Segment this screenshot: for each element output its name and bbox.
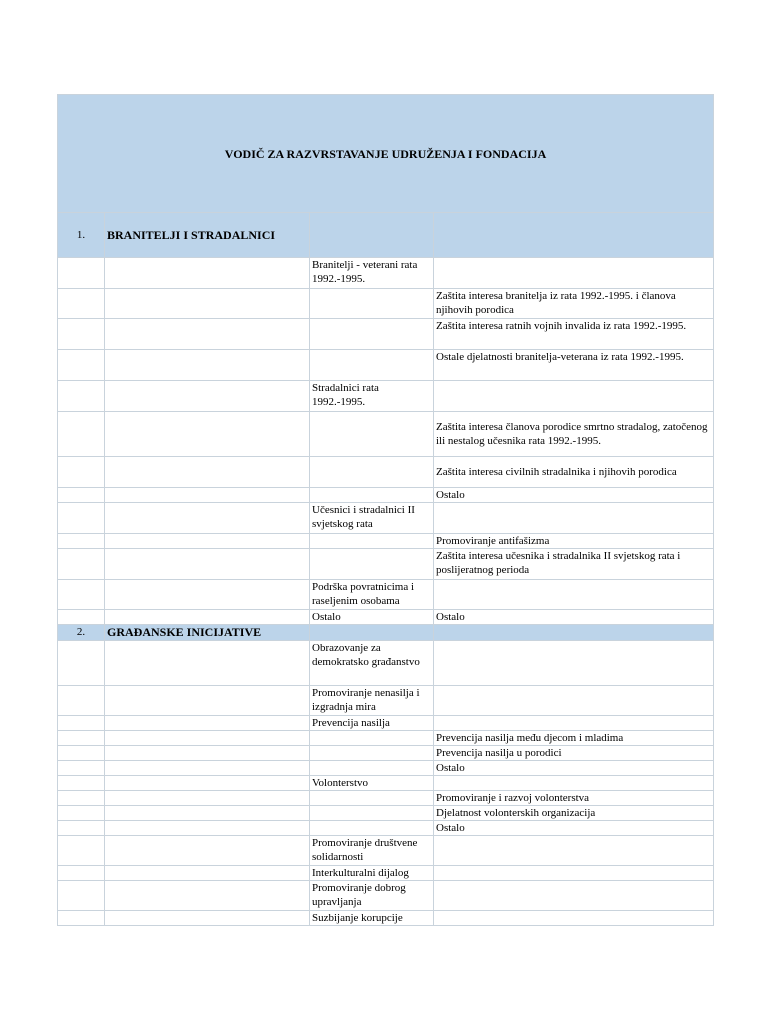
subcategory-cell (434, 776, 714, 791)
subcategory-cell: Djelatnost volonterskih organizacija (434, 806, 714, 821)
table-cell (105, 716, 310, 731)
category-cell (310, 746, 434, 761)
subcategory-cell: Promoviranje antifašizma (434, 534, 714, 549)
table-cell (58, 881, 105, 911)
table-row (58, 776, 714, 791)
table-cell (58, 776, 105, 791)
table-row (58, 534, 714, 549)
table-cell (105, 836, 310, 866)
category-cell: Učesnici i stradalnici II svjetskog rata (310, 503, 434, 534)
category-cell (310, 806, 434, 821)
table-row (58, 881, 714, 911)
table-row (58, 641, 714, 686)
table-cell (105, 549, 310, 580)
category-cell (310, 761, 434, 776)
subcategory-cell (434, 911, 714, 926)
table-cell (105, 457, 310, 488)
category-cell (310, 549, 434, 580)
table-row (58, 289, 714, 319)
table-row (58, 821, 714, 836)
table-cell (58, 836, 105, 866)
category-cell: Suzbijanje korupcije (310, 911, 434, 926)
category-cell: Promoviranje nenasilja i izgradnja mira (310, 686, 434, 716)
table-cell (58, 716, 105, 731)
subcategory-cell: Zaštita interesa ratnih vojnih invalida iz rata 1992.-1995. (434, 319, 714, 350)
table-cell (105, 350, 310, 381)
subcategory-cell: Ostalo (434, 610, 714, 625)
category-cell (310, 289, 434, 319)
category-cell (310, 412, 434, 457)
category-cell: Ostalo (310, 610, 434, 625)
table-cell (105, 866, 310, 881)
table-cell (58, 746, 105, 761)
subcategory-cell (434, 866, 714, 881)
document-title: VODIČ ZA RAZVRSTAVANJE UDRUŽENJA I FONDACIJA (58, 95, 714, 213)
table-cell (58, 534, 105, 549)
category-cell (310, 457, 434, 488)
subcategory-cell: Ostale djelatnosti branitelja-veterana iz rata 1992.-1995. (434, 350, 714, 381)
table-cell (105, 381, 310, 412)
category-cell (310, 319, 434, 350)
category-cell: Podrška povratnicima i raseljenim osobama (310, 580, 434, 610)
table-cell (58, 258, 105, 289)
table-cell (105, 503, 310, 534)
table-row (58, 686, 714, 716)
table-row (58, 610, 714, 625)
table-row (58, 866, 714, 881)
subcategory-cell (434, 580, 714, 610)
table-cell (58, 350, 105, 381)
table-cell (58, 319, 105, 350)
category-cell (310, 821, 434, 836)
table-cell (58, 381, 105, 412)
subcategory-cell (434, 686, 714, 716)
category-cell: Obrazovanje za demokratsko građanstvo (310, 641, 434, 686)
table-row (58, 761, 714, 776)
subcategory-cell: Ostalo (434, 761, 714, 776)
subcategory-cell: Prevencija nasilja među djecom i mladima (434, 731, 714, 746)
category-cell: Promoviranje društvene solidarnosti (310, 836, 434, 866)
table-cell (58, 641, 105, 686)
table-cell (58, 686, 105, 716)
table-cell (434, 213, 714, 258)
table-cell (58, 412, 105, 457)
classification-table (57, 94, 714, 926)
table-cell (310, 213, 434, 258)
subcategory-cell: Zaštita interesa civilnih stradalnika i njihovih porodica (434, 457, 714, 488)
table-cell (58, 503, 105, 534)
category-cell: Volonterstvo (310, 776, 434, 791)
subcategory-cell: Promoviranje i razvoj volonterstva (434, 791, 714, 806)
category-cell (310, 791, 434, 806)
category-cell (310, 488, 434, 503)
table-cell (105, 731, 310, 746)
table-cell (105, 580, 310, 610)
section-header-row (58, 625, 714, 641)
table-cell (58, 761, 105, 776)
category-cell: Stradalnici rata 1992.-1995. (310, 381, 434, 412)
subcategory-cell (434, 641, 714, 686)
category-cell: Promoviranje dobrog upravljanja (310, 881, 434, 911)
table-cell (105, 911, 310, 926)
table-cell (105, 881, 310, 911)
table-cell (58, 289, 105, 319)
table-cell (105, 412, 310, 457)
table-cell (105, 806, 310, 821)
table-cell (105, 258, 310, 289)
table-cell (58, 580, 105, 610)
table-cell (58, 911, 105, 926)
table-cell (105, 686, 310, 716)
subcategory-cell: Zaštita interesa članova porodice smrtno stradalog, zatočenog ili nestalog učesnika rata 1992.-1995. (434, 412, 714, 457)
subcategory-cell: Zaštita interesa učesnika i stradalnika II svjetskog rata i poslijeratnog perioda (434, 549, 714, 580)
table-row (58, 457, 714, 488)
section-label: GRAĐANSKE INICIJATIVE (105, 625, 310, 641)
category-cell: Prevencija nasilja (310, 716, 434, 731)
subcategory-cell (434, 836, 714, 866)
table-cell (58, 791, 105, 806)
table-row (58, 412, 714, 457)
section-header-row (58, 213, 714, 258)
subcategory-cell (434, 716, 714, 731)
category-cell (310, 350, 434, 381)
table-row (58, 381, 714, 412)
table-row (58, 258, 714, 289)
category-cell (310, 731, 434, 746)
table-row (58, 503, 714, 534)
table-cell (105, 610, 310, 625)
table-cell (105, 776, 310, 791)
table-cell (58, 806, 105, 821)
subcategory-cell (434, 258, 714, 289)
table-row (58, 319, 714, 350)
section-number: 2. (58, 625, 105, 641)
title-row (58, 95, 714, 213)
table-cell (58, 731, 105, 746)
table-row (58, 580, 714, 610)
table-cell (105, 791, 310, 806)
category-cell (310, 534, 434, 549)
table-row (58, 791, 714, 806)
category-cell: Interkulturalni dijalog (310, 866, 434, 881)
table-cell (58, 549, 105, 580)
table-row (58, 806, 714, 821)
table-cell (310, 625, 434, 641)
table-cell (58, 866, 105, 881)
table-cell (105, 488, 310, 503)
table-cell (434, 625, 714, 641)
table-row (58, 746, 714, 761)
table-cell (105, 289, 310, 319)
subcategory-cell (434, 881, 714, 911)
subcategory-cell (434, 381, 714, 412)
table-cell (105, 534, 310, 549)
category-cell: Branitelji - veterani rata 1992.-1995. (310, 258, 434, 289)
table-row (58, 731, 714, 746)
table-cell (105, 746, 310, 761)
table-row (58, 911, 714, 926)
subcategory-cell: Zaštita interesa branitelja iz rata 1992.-1995. i članova njihovih porodica (434, 289, 714, 319)
subcategory-cell (434, 503, 714, 534)
table-row (58, 488, 714, 503)
table-cell (105, 821, 310, 836)
table-cell (105, 761, 310, 776)
table-cell (58, 488, 105, 503)
table-row (58, 350, 714, 381)
section-number: 1. (58, 213, 105, 258)
table-cell (58, 821, 105, 836)
table-cell (58, 457, 105, 488)
table-row (58, 716, 714, 731)
table-cell (105, 641, 310, 686)
subcategory-cell: Prevencija nasilja u porodici (434, 746, 714, 761)
table-row (58, 549, 714, 580)
subcategory-cell: Ostalo (434, 821, 714, 836)
table-cell (58, 610, 105, 625)
subcategory-cell: Ostalo (434, 488, 714, 503)
table-row (58, 836, 714, 866)
table-cell (105, 319, 310, 350)
section-label: BRANITELJI I STRADALNICI (105, 213, 310, 258)
